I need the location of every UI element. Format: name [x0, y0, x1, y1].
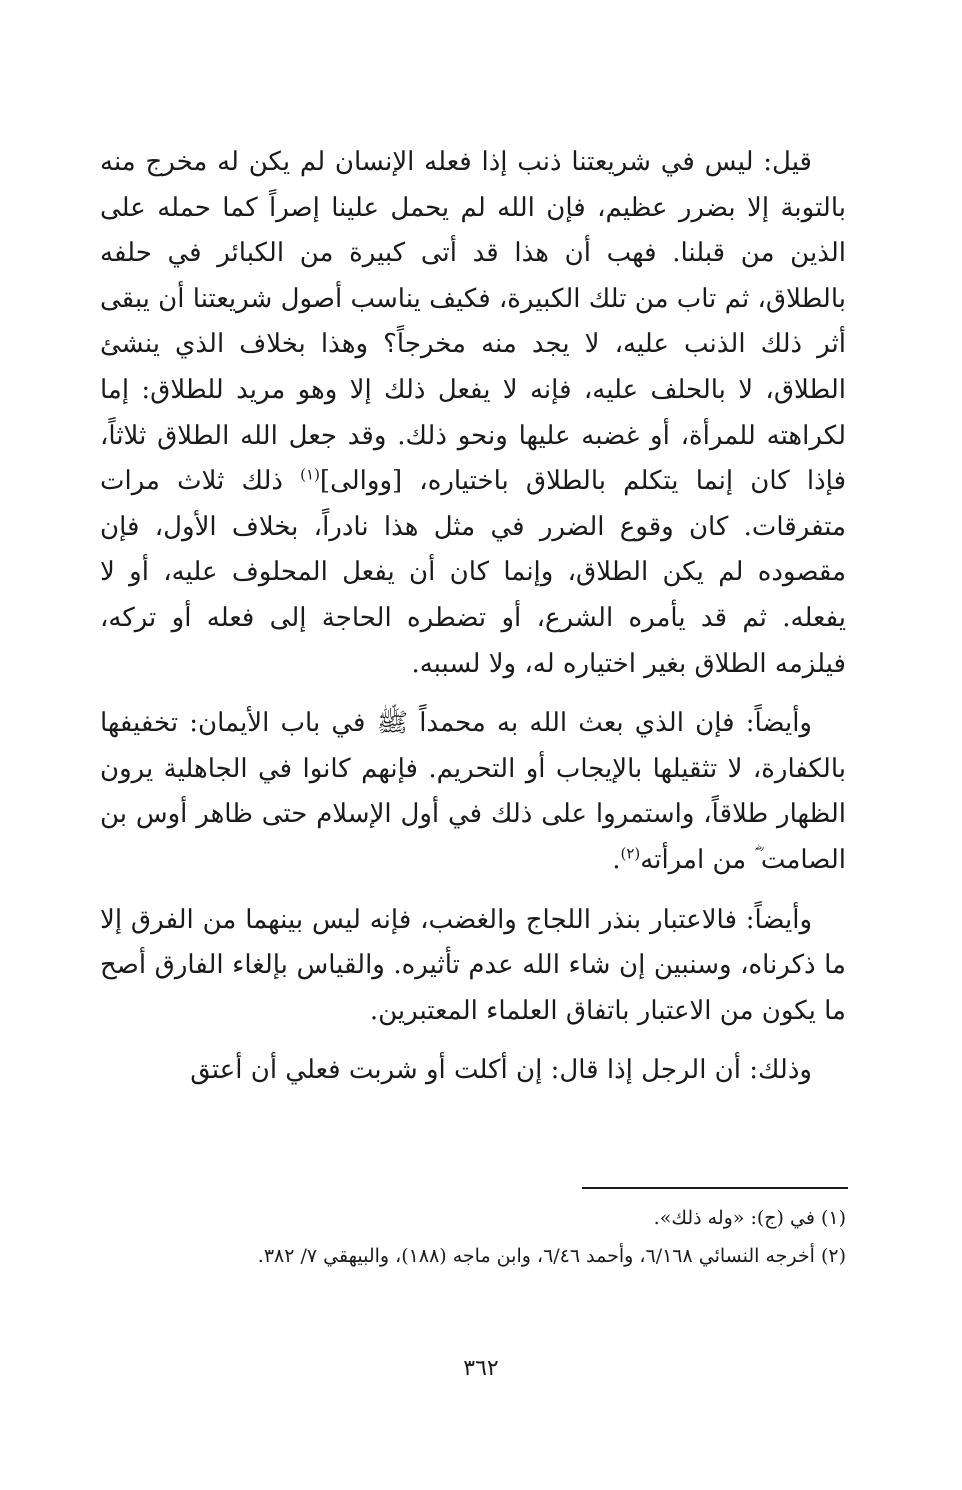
paragraph-1 [100, 140, 846, 687]
footnote-divider [582, 1187, 848, 1189]
paragraph-2-text: وأيضاً: فإن الذي بعث الله به محمداً ﷺ في باب الأيمان: تخفيفها بالكفارة، لا تثقيلها بالإيجاب أو التحريم. فإنهم كانوا في الجاهلية يرون الظهار طلاقاً، واستمروا على ذلك في أول الإسلام حتى ظاهر أوس بن الصامت ؓ من امرأته [100, 708, 846, 875]
paragraph-4: وذلك: أن الرجل إذا قال: إن أكلت أو شربت فعلي أن أعتق [190, 1055, 812, 1086]
paragraph-1-text: قيل: ليس في شريعتنا ذنب إذا فعله الإنسان لم يكن له مخرج منه بالتوبة إلا بضرر عظيم، فإن الله لم يحمل علينا إصراً كما حمله على الذين من قبلنا. فهب أن هذا قد أتى كبيرة من الكبائر في حلفه بالطلاق، ثم تاب من تلك الكبيرة، فكيف يناسب أصول شريعتنا أن يبقى أثر ذلك الذنب عليه، لا يجد منه مخرجاً؟ وهذا بخلاف الذي ينشئ الطلاق، لا بالحلف عليه، فإنه لا يفعل ذلك إلا وهو مريد للطلاق: إما لكراهته للمرأة، أو غضبه عليها ونحو ذلك. وقد جعل الله الطلاق ثلاثاً، فإذا كان إنما يتكلم بالطلاق باختياره، [ووالى] [100, 147, 847, 497]
paragraph-2 [100, 701, 846, 883]
footnote-2: (٢) أخرجه النسائي ٦/١٦٨، وأحمد ٦/٤٦، وابن ماجه (١٨٨)، والبيهقي ٧/ ٣٨٢. [257, 1245, 846, 1267]
footnote-ref-1: (١) [300, 465, 320, 484]
footnotes [100, 1200, 846, 1276]
main-text [100, 140, 846, 1108]
footnote-1: (١) في (ج): «وله ذلك». [653, 1207, 846, 1229]
paragraph-3: وأيضاً: فالاعتبار بنذر اللجاج والغضب، فإنه ليس بينهما من الفرق إلا ما ذكرناه، وسنبين إن شاء الله عدم تأثيره. والقياس بإلغاء الفارق أصح ما يكون من الاعتبار باتفاق العلماء المعتبرين. [100, 904, 846, 1026]
footnote-ref-2: (٢) [620, 844, 641, 863]
page-number: ٣٦٢ [463, 1356, 499, 1381]
paragraph-1-text-cont: ذلك ثلاث مرات متفرقات. كان وقوع الضرر في مثل هذا نادراً، بخلاف الأول، فإن مقصوده لم يكن الطلاق، وإنما كان أن يفعل المحلوف عليه، أو لا يفعله. ثم قد يأمره الشرع، أو تضطره الحاجة إلى فعله أو تركه، فيلزمه الطلاق بغير اختياره له، ولا لسببه. [100, 466, 847, 679]
paragraph-2-text-end: . [612, 844, 621, 875]
